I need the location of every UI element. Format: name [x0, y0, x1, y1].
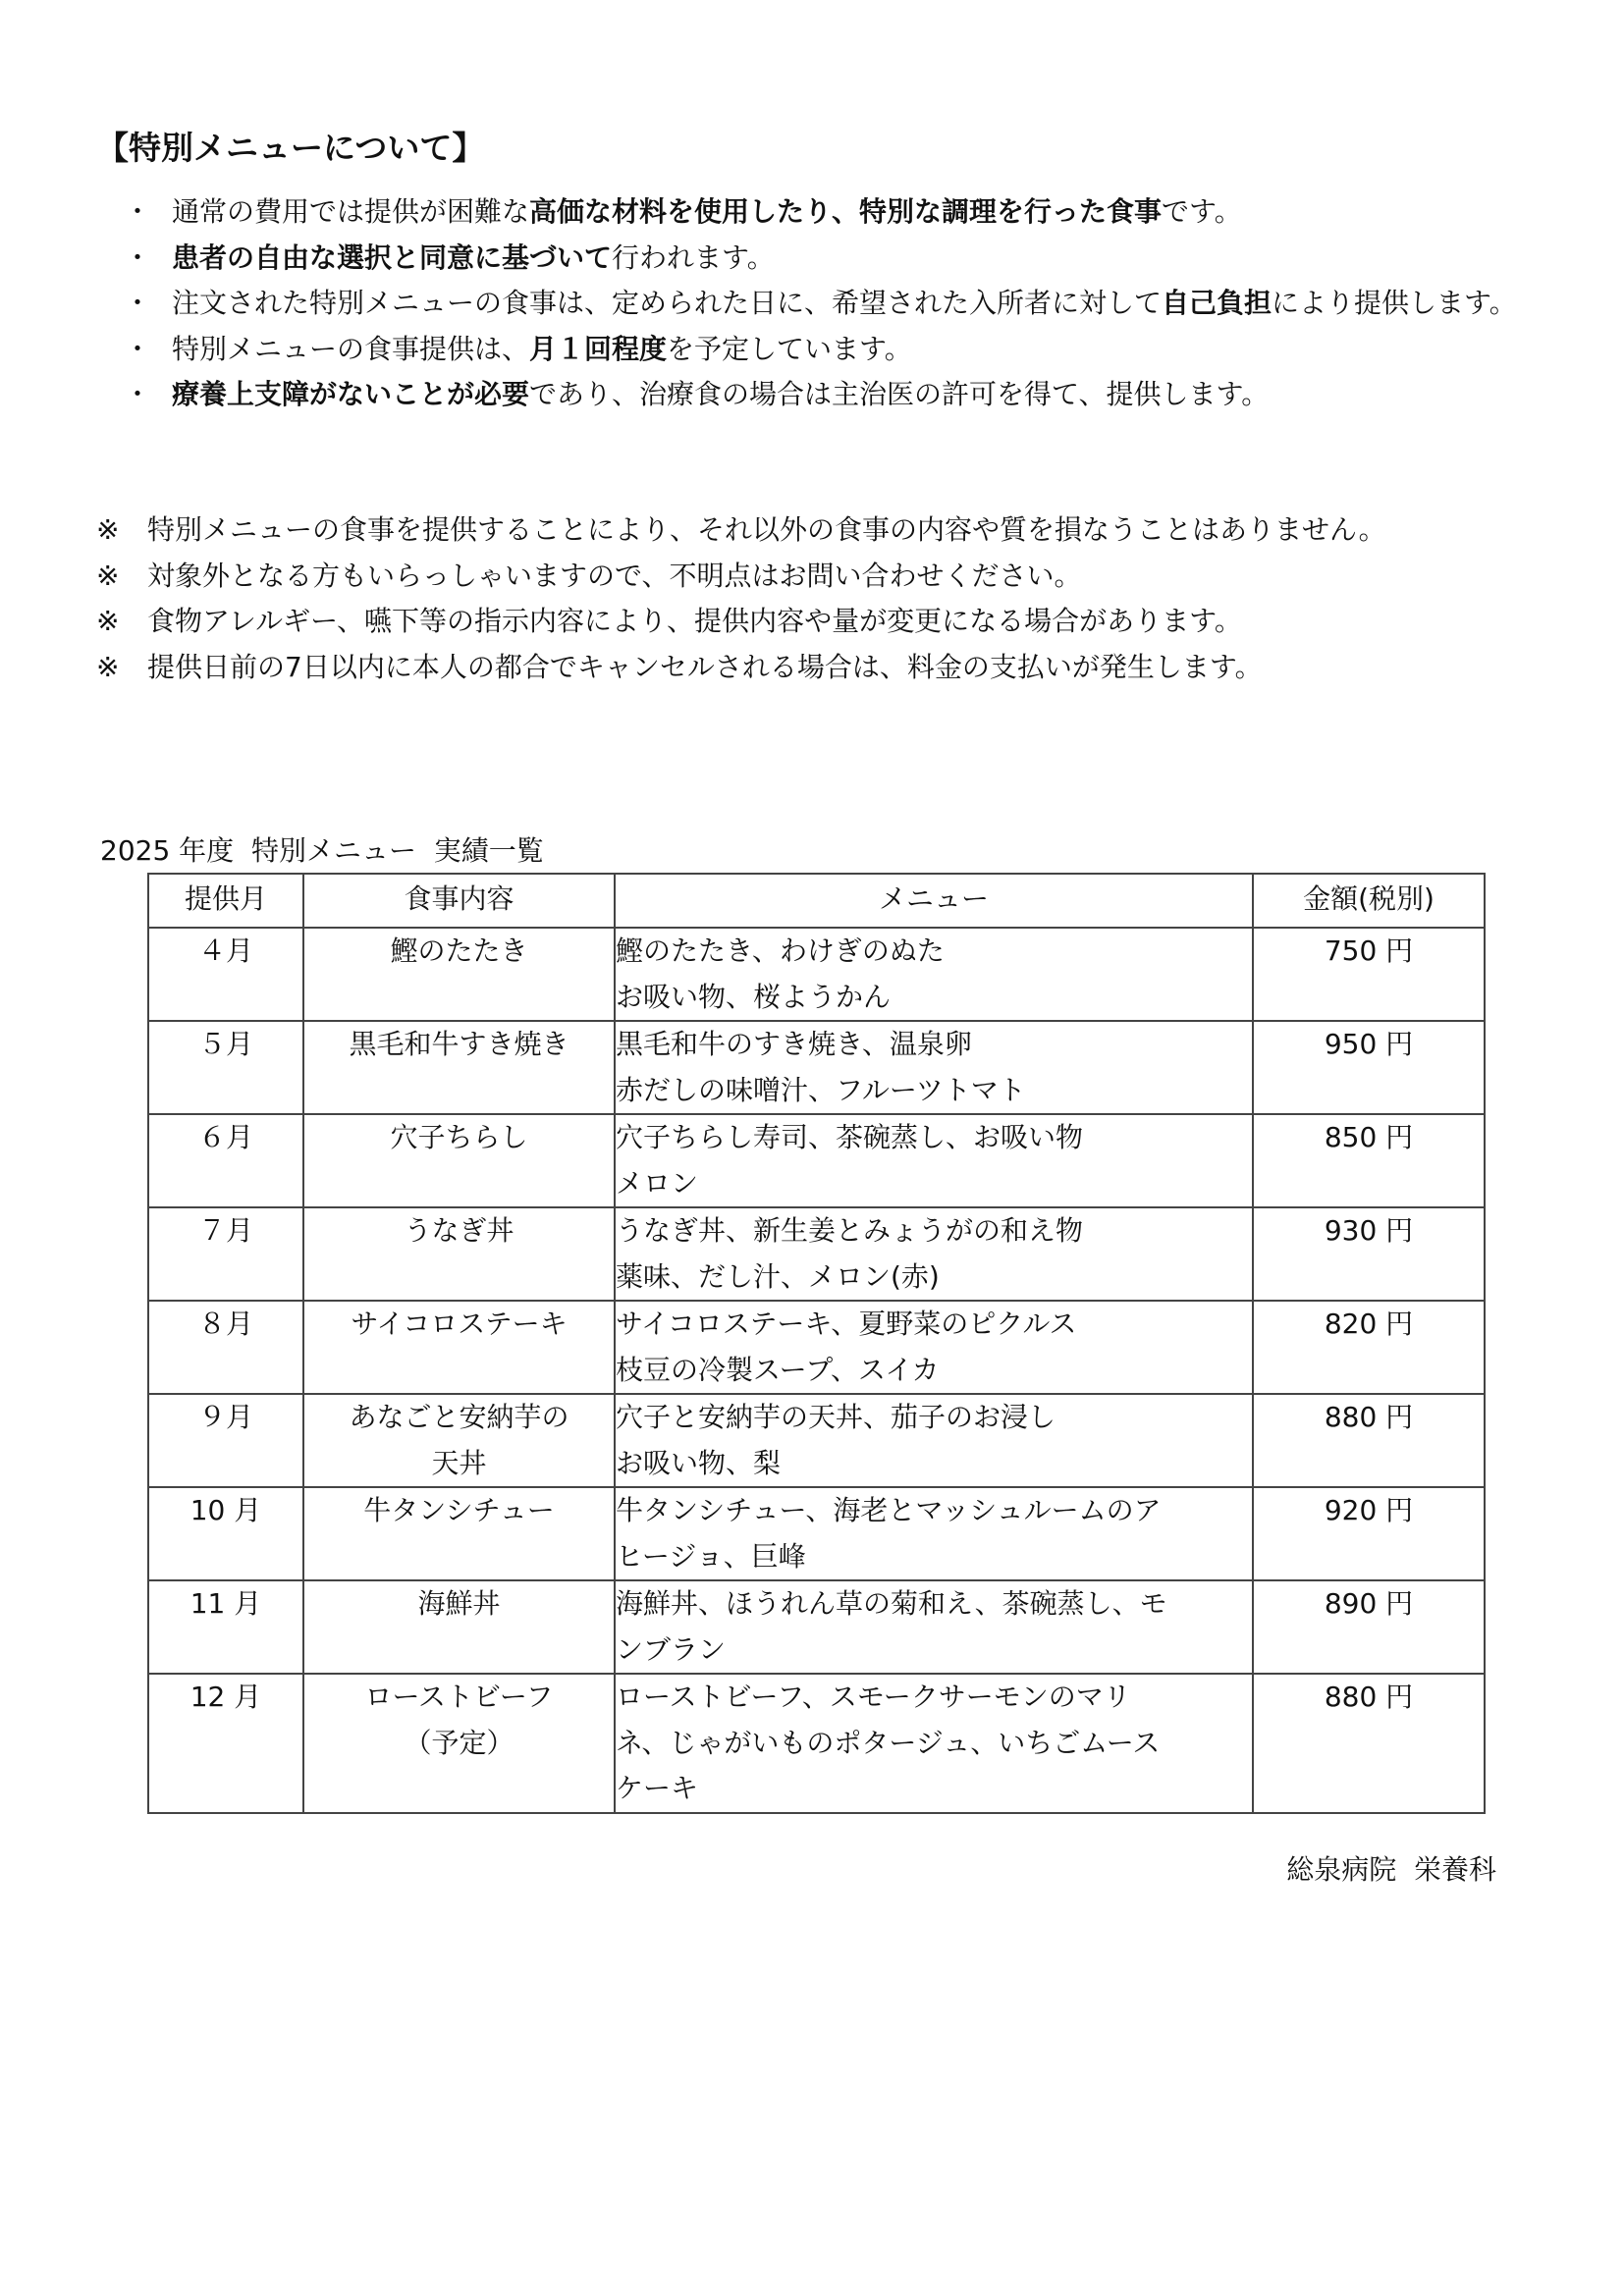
note-item [96, 599, 1549, 645]
cell-month [148, 1021, 303, 1114]
table-row [148, 1207, 1485, 1301]
bullet-text: であり、治療食の場合は主治医の許可を得て、提供します。 [529, 378, 1270, 411]
cell-dish [303, 1394, 615, 1487]
cell-dish [303, 928, 615, 1021]
table-row [148, 1674, 1485, 1813]
cell-dish [303, 1580, 615, 1674]
notes-list [96, 507, 1549, 690]
note-marker: ※ [96, 513, 120, 546]
table-row [148, 1114, 1485, 1207]
cell-month [148, 1580, 303, 1674]
header-price: 金額(税別) [1253, 874, 1485, 928]
cell-menu [615, 1394, 1253, 1487]
cell-price [1253, 1580, 1485, 1674]
cell-month [148, 1114, 303, 1207]
menu-line: ヒージョ、巨峰 [616, 1539, 806, 1573]
price-text: 890 円 [1324, 1587, 1414, 1620]
dish-line: 天丼 [431, 1446, 487, 1479]
cell-menu [615, 1207, 1253, 1301]
note-item [96, 554, 1549, 600]
table-row [148, 928, 1485, 1021]
menu-line: ンブラン [616, 1632, 727, 1666]
price-text: 930 円 [1324, 1214, 1414, 1247]
cell-price [1253, 1207, 1485, 1301]
menu-line: 薬味、だし汁、メロン(赤) [616, 1259, 940, 1293]
menu-line: お吸い物、桜ようかん [616, 980, 892, 1013]
bullet-item [118, 236, 1542, 282]
cell-price [1253, 1674, 1485, 1813]
bullet-marker: ・ [124, 240, 152, 274]
bullet-text: です。 [1162, 195, 1242, 228]
bullet-item [118, 281, 1542, 327]
note-item [96, 507, 1549, 554]
menu-line: お吸い物、梨 [616, 1446, 782, 1479]
menu-line: ケーキ [616, 1772, 699, 1804]
menu-line: ローストビーフ、スモークサーモンのマリ [616, 1681, 1131, 1713]
month-text: 11 月 [189, 1587, 262, 1620]
bullet-text: により提供します。 [1272, 287, 1517, 320]
dish-line: うなぎ丼 [404, 1214, 514, 1247]
menu-line: 黒毛和牛のすき焼き、温泉卵 [616, 1028, 972, 1060]
note-text: 提供日前の7日以内に本人の都合でキャンセルされる場合は、料金の支払いが発生します。 [147, 650, 1263, 683]
bullet-text-bold: 療養上支障がないことが必要 [172, 378, 530, 411]
bullet-marker: ・ [124, 195, 152, 228]
price-text: 820 円 [1324, 1308, 1414, 1340]
bullet-marker: ・ [124, 378, 152, 411]
cell-month [148, 1301, 303, 1394]
bullet-item [118, 327, 1542, 373]
cell-dish [303, 1674, 615, 1813]
footer-department: 総泉病院 栄養科 [1286, 1853, 1496, 1886]
cell-price [1253, 928, 1485, 1021]
cell-price [1253, 1021, 1485, 1114]
bullet-text: 注文された特別メニューの食事は、定められた日に、希望された入所者に対して [172, 287, 1163, 320]
price-text: 950 円 [1324, 1028, 1414, 1060]
menu-line: メロン [616, 1166, 699, 1200]
cell-dish [303, 1114, 615, 1207]
dish-line: 穴子ちらし [390, 1121, 528, 1153]
cell-price [1253, 1394, 1485, 1487]
table-caption: 2025 年度 特別メニュー 実績一覧 [100, 834, 544, 867]
table-row [148, 1487, 1485, 1580]
cell-price [1253, 1301, 1485, 1394]
cell-price [1253, 1114, 1485, 1207]
bullet-marker: ・ [124, 332, 152, 365]
bullet-marker: ・ [124, 287, 152, 320]
cell-month [148, 1487, 303, 1580]
table-row [148, 1301, 1485, 1394]
table-row [148, 1021, 1485, 1114]
price-text: 920 円 [1324, 1494, 1414, 1526]
dish-line: あなごと安納芋の [349, 1401, 569, 1433]
month-text: ９月 [197, 1401, 253, 1433]
cell-menu [615, 1021, 1253, 1114]
cell-menu [615, 1301, 1253, 1394]
cell-menu [615, 928, 1253, 1021]
cell-month [148, 1207, 303, 1301]
dish-line: 海鮮丼 [417, 1587, 501, 1620]
month-text: ５月 [197, 1028, 253, 1060]
note-marker: ※ [96, 605, 120, 638]
menu-line: 牛タンシチュー、海老とマッシュルームのア [616, 1494, 1162, 1526]
month-text: ８月 [197, 1308, 253, 1340]
bullet-text-bold: 患者の自由な選択と同意に基づいて [172, 240, 613, 274]
menu-line: ネ、じゃがいものポタージュ、いちごムース [616, 1726, 1161, 1759]
note-text: 対象外となる方もいらっしゃいますので、不明点はお問い合わせください。 [147, 559, 1082, 592]
bullet-item [118, 372, 1542, 418]
header-dish: 食事内容 [303, 874, 615, 928]
cell-month [148, 928, 303, 1021]
cell-dish [303, 1207, 615, 1301]
bullet-text-bold: 月１回程度 [529, 332, 668, 365]
menu-line: 穴子と安納芋の天丼、茄子のお浸し [616, 1401, 1056, 1433]
month-text: ７月 [197, 1214, 253, 1247]
cell-menu [615, 1580, 1253, 1674]
header-menu: メニュー [615, 874, 1253, 928]
menu-line: 赤だしの味噌汁、フルーツトマト [616, 1073, 1026, 1106]
note-marker: ※ [96, 559, 120, 592]
month-text: ６月 [197, 1121, 253, 1153]
price-text: 850 円 [1324, 1121, 1414, 1153]
bullet-item [118, 189, 1542, 236]
header-month: 提供月 [148, 874, 303, 928]
dish-line: 鰹のたたき [390, 934, 528, 967]
price-text: 880 円 [1324, 1681, 1414, 1713]
page-title: 【特別メニューについて】 [96, 129, 485, 167]
dish-line: 黒毛和牛すき焼き [349, 1028, 569, 1060]
dish-line: ローストビーフ [364, 1681, 554, 1713]
bullet-text: 特別メニューの食事提供は、 [172, 332, 530, 365]
cell-menu [615, 1674, 1253, 1813]
month-text: 10 月 [189, 1494, 262, 1526]
cell-month [148, 1674, 303, 1813]
menu-line: サイコロステーキ、夏野菜のピクルス [616, 1308, 1077, 1340]
bullet-text: を予定しています。 [667, 332, 912, 365]
note-text: 食物アレルギー、嚥下等の指示内容により、提供内容や量が変更になる場合があります。 [147, 605, 1242, 638]
table-row [148, 1394, 1485, 1487]
menu-line: 鰹のたたき、わけぎのぬた [616, 934, 945, 967]
note-item [96, 645, 1549, 691]
special-menu-table [147, 873, 1486, 1814]
bullet-text-bold: 自己負担 [1162, 287, 1272, 320]
note-text: 特別メニューの食事を提供することにより、それ以外の食事の内容や質を損なうことはありません。 [147, 513, 1386, 546]
bullet-text: 行われます。 [612, 240, 775, 274]
month-text: 12 月 [189, 1681, 262, 1713]
table-header-row [148, 874, 1485, 928]
price-text: 750 円 [1324, 934, 1414, 967]
table-row [148, 1580, 1485, 1674]
cell-month [148, 1394, 303, 1487]
month-text: ４月 [197, 934, 253, 967]
cell-dish [303, 1301, 615, 1394]
note-marker: ※ [96, 650, 120, 683]
dish-line: （予定） [404, 1726, 514, 1759]
cell-price [1253, 1487, 1485, 1580]
menu-line: うなぎ丼、新生姜とみょうがの和え物 [616, 1214, 1084, 1247]
cell-dish [303, 1487, 615, 1580]
cell-menu [615, 1114, 1253, 1207]
bullet-text: 通常の費用では提供が困難な [172, 195, 530, 228]
price-text: 880 円 [1324, 1401, 1414, 1433]
cell-menu [615, 1487, 1253, 1580]
cell-dish [303, 1021, 615, 1114]
dish-line: サイコロステーキ [351, 1308, 568, 1340]
menu-line: 穴子ちらし寿司、茶碗蒸し、お吸い物 [616, 1121, 1084, 1153]
bullet-list [118, 189, 1542, 418]
menu-line: 枝豆の冷製スープ、スイカ [616, 1353, 940, 1386]
bullet-text-bold: 高価な材料を使用したり、特別な調理を行った食事 [529, 195, 1163, 228]
dish-line: 牛タンシチュー [363, 1494, 555, 1526]
menu-line: 海鮮丼、ほうれん草の菊和え、茶碗蒸し、モ [616, 1587, 1167, 1620]
